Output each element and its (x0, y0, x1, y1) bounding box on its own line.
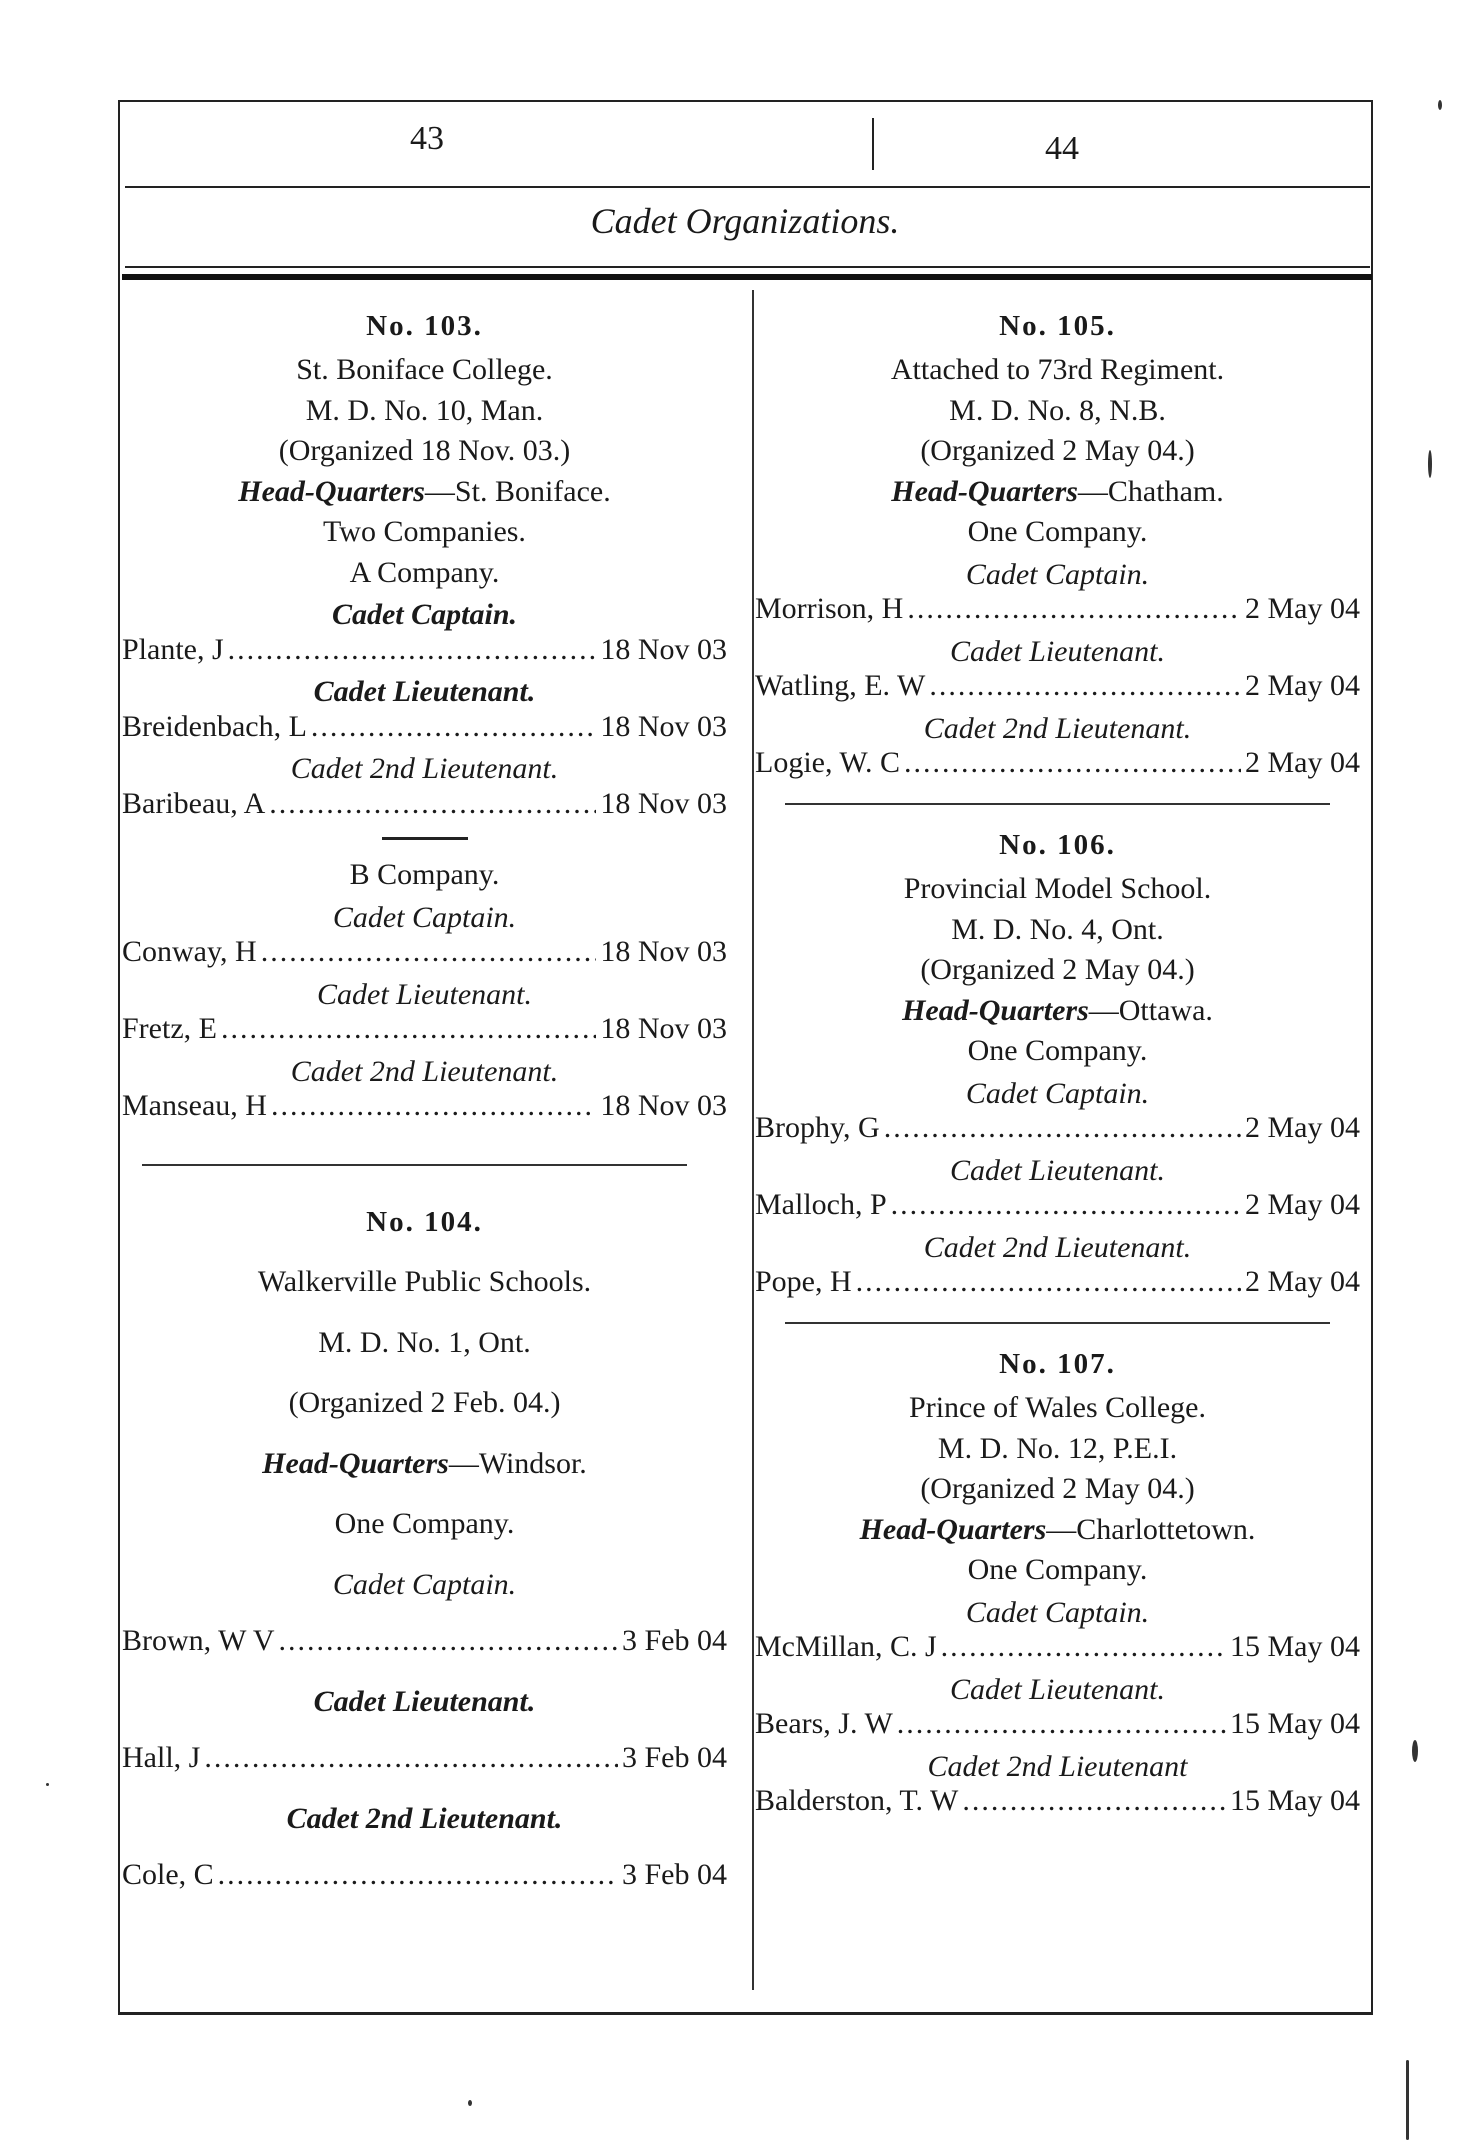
officer-entry (122, 935, 727, 970)
leader-dots (269, 787, 596, 822)
officer-name: Pope, H (755, 1265, 852, 1299)
officer-name: Watling, E. W (755, 669, 926, 703)
scan-speck (468, 2100, 472, 2106)
org-district: M. D. No. 1, Ont. (318, 1325, 531, 1359)
rank-heading: Cadet Captain. (332, 900, 517, 934)
rank-heading: Cadet Lieutenant. (317, 977, 532, 1011)
rank-heading: Cadet 2nd Lieutenant. (290, 752, 559, 786)
officer-name: McMillan, C. J (755, 1630, 937, 1664)
hq-place: —Windsor. (448, 1446, 587, 1480)
officer-name: Hall, J (122, 1741, 201, 1775)
org-companies: One Company. (967, 1034, 1148, 1068)
scan-speck (46, 1783, 49, 1786)
officer-date: 15 May 04 (1230, 1784, 1360, 1818)
company-separator (382, 837, 468, 840)
rank-heading: Cadet Lieutenant. (313, 1684, 536, 1718)
org-name: Provincial Model School. (903, 872, 1212, 906)
officer-entry (122, 1624, 727, 1659)
scan-speck (1438, 100, 1442, 110)
officer-name: Plante, J (122, 632, 224, 666)
hq-label: Head-Quarters (891, 474, 1078, 508)
page-number-divider (872, 118, 874, 170)
officer-name: Brown, W V (122, 1624, 275, 1658)
header-rule (125, 186, 1370, 188)
leader-dots (204, 1741, 618, 1776)
org-organized: (Organized 2 May 04.) (920, 434, 1195, 468)
officer-entry (122, 710, 727, 745)
rank-heading: Cadet Lieutenant. (950, 1672, 1165, 1706)
officer-name: Malloch, P (755, 1188, 887, 1222)
officer-name: Cole, C (122, 1858, 214, 1892)
officer-date: 18 Nov 03 (600, 786, 727, 820)
leader-dots (271, 1089, 596, 1124)
page-title: Cadet Organizations. (590, 201, 900, 241)
org-103 (122, 310, 727, 1124)
right-column (755, 310, 1360, 1833)
rank-heading: Cadet 2nd Lieutenant. (286, 1801, 563, 1835)
scan-speck (1412, 1740, 1418, 1762)
org-companies: One Company. (967, 515, 1148, 549)
leader-dots (261, 935, 597, 970)
org-headquarters (122, 1447, 727, 1482)
org-headquarters (755, 994, 1360, 1029)
leader-dots (962, 1784, 1226, 1819)
org-separator (785, 803, 1330, 805)
org-number: No. 106. (999, 828, 1116, 861)
org-number: No. 107. (999, 1347, 1116, 1380)
officer-entry (755, 1188, 1360, 1223)
org-name: Attached to 73rd Regiment. (890, 353, 1225, 387)
title-rule-thick (122, 274, 1372, 280)
org-104 (122, 1206, 727, 1893)
leader-dots (897, 1707, 1226, 1742)
rank-heading: Cadet 2nd Lieutenant (927, 1749, 1188, 1783)
org-companies: Two Companies. (323, 515, 526, 549)
org-separator (142, 1164, 687, 1166)
rank-heading: Cadet 2nd Lieutenant. (923, 1230, 1192, 1264)
org-106 (755, 829, 1360, 1300)
officer-entry (122, 1089, 727, 1124)
officer-name: Breidenbach, L (122, 709, 307, 743)
hq-label: Head-Quarters (238, 474, 425, 508)
org-district: M. D. No. 10, Man. (305, 393, 544, 427)
officer-date: 2 May 04 (1245, 746, 1360, 780)
officer-date: 2 May 04 (1245, 1188, 1360, 1222)
org-107 (755, 1348, 1360, 1819)
rank-heading: Cadet Captain. (965, 1076, 1150, 1110)
org-105 (755, 310, 1360, 781)
leader-dots (279, 1624, 618, 1659)
officer-entry (122, 1858, 727, 1893)
leader-dots (856, 1265, 1241, 1300)
org-name: Walkerville Public Schools. (257, 1265, 592, 1299)
hq-place: —Chatham. (1077, 474, 1224, 508)
rank-heading: Cadet Lieutenant. (950, 1153, 1165, 1187)
org-companies: One Company. (334, 1507, 515, 1541)
page-number-right: 44 (1045, 130, 1079, 167)
org-organized: (Organized 2 Feb. 04.) (288, 1386, 561, 1420)
officer-date: 15 May 04 (1230, 1630, 1360, 1664)
scan-speck (1406, 2060, 1409, 2140)
org-number: No. 103. (366, 310, 483, 342)
title-rule-thin (125, 266, 1370, 268)
page-number-left: 43 (410, 120, 444, 157)
org-district: M. D. No. 12, P.E.I. (937, 1431, 1178, 1465)
officer-date: 18 Nov 03 (600, 632, 727, 666)
org-separator (785, 1322, 1330, 1324)
rank-heading: Cadet 2nd Lieutenant. (923, 711, 1192, 745)
org-district: M. D. No. 4, Ont. (951, 912, 1164, 946)
hq-label: Head-Quarters (859, 1512, 1047, 1546)
leader-dots (941, 1630, 1226, 1665)
rank-heading: Cadet Captain. (965, 557, 1150, 591)
officer-entry (122, 1741, 727, 1776)
officer-name: Brophy, G (755, 1111, 880, 1145)
officer-name: Baribeau, A (122, 786, 266, 820)
org-name: Prince of Wales College. (909, 1391, 1206, 1425)
scan-speck (1428, 450, 1432, 478)
leader-dots (904, 746, 1241, 781)
hq-place: —Charlottetown. (1046, 1512, 1256, 1546)
rank-heading: Cadet Captain. (332, 1567, 517, 1601)
officer-date: 2 May 04 (1245, 1111, 1360, 1145)
officer-entry (122, 787, 727, 822)
officer-entry (755, 592, 1360, 627)
officer-date: 2 May 04 (1245, 1265, 1360, 1299)
hq-label: Head-Quarters (262, 1446, 449, 1480)
rank-heading: Cadet Captain. (965, 1595, 1150, 1629)
officer-date: 3 Feb 04 (622, 1741, 727, 1775)
company-a-heading: A Company. (349, 555, 500, 589)
officer-date: 2 May 04 (1245, 669, 1360, 703)
rank-heading: Cadet Captain. (331, 598, 518, 632)
leader-dots (311, 710, 596, 745)
leader-dots (228, 633, 597, 668)
org-headquarters (122, 475, 727, 510)
officer-name: Morrison, H (755, 592, 904, 626)
org-district: M. D. No. 8, N.B. (949, 393, 1166, 427)
officer-date: 18 Nov 03 (600, 709, 727, 743)
org-companies: One Company. (967, 1553, 1148, 1587)
org-headquarters (755, 475, 1360, 510)
officer-date: 3 Feb 04 (622, 1624, 727, 1658)
officer-date: 18 Nov 03 (600, 935, 727, 969)
officer-date: 2 May 04 (1245, 592, 1360, 626)
leader-dots (891, 1188, 1241, 1223)
org-organized: (Organized 2 May 04.) (920, 1472, 1195, 1506)
org-organized: (Organized 2 May 04.) (920, 953, 1195, 987)
officer-name: Fretz, E (122, 1012, 217, 1046)
officer-name: Balderston, T. W (755, 1784, 959, 1818)
officer-entry (755, 1707, 1360, 1742)
officer-date: 18 Nov 03 (600, 1012, 727, 1046)
hq-label: Head-Quarters (902, 993, 1089, 1027)
leader-dots (907, 592, 1241, 627)
leader-dots (929, 669, 1241, 704)
org-headquarters (755, 1513, 1360, 1548)
rank-heading: Cadet Lieutenant. (313, 675, 536, 709)
officer-entry (755, 1111, 1360, 1146)
org-number: No. 104. (366, 1205, 483, 1238)
officer-name: Bears, J. W (755, 1707, 893, 1741)
leader-dots (221, 1012, 596, 1047)
org-number: No. 105. (999, 310, 1116, 342)
officer-entry (755, 669, 1360, 704)
rank-heading: Cadet 2nd Lieutenant. (290, 1054, 559, 1088)
officer-date: 3 Feb 04 (622, 1858, 727, 1892)
rank-heading: Cadet Lieutenant. (950, 634, 1165, 668)
officer-date: 18 Nov 03 (600, 1089, 727, 1123)
hq-place: —St. Boniface. (424, 474, 611, 508)
column-divider (752, 290, 754, 1990)
company-b-heading: B Company. (349, 858, 500, 892)
leader-dots (218, 1858, 618, 1893)
left-column (122, 310, 727, 1907)
officer-entry (755, 1265, 1360, 1300)
officer-date: 15 May 04 (1230, 1707, 1360, 1741)
officer-name: Logie, W. C (755, 746, 901, 780)
officer-name: Manseau, H (122, 1089, 267, 1123)
leader-dots (884, 1111, 1241, 1146)
officer-name: Conway, H (122, 935, 257, 969)
org-name: St. Boniface College. (296, 353, 553, 387)
officer-entry (122, 1012, 727, 1047)
officer-entry (755, 746, 1360, 781)
officer-entry (122, 633, 727, 668)
officer-entry (755, 1630, 1360, 1665)
officer-entry (755, 1784, 1360, 1819)
page-numbers (120, 118, 1370, 186)
org-organized: (Organized 18 Nov. 03.) (278, 434, 571, 468)
hq-place: —Ottawa. (1088, 993, 1213, 1027)
